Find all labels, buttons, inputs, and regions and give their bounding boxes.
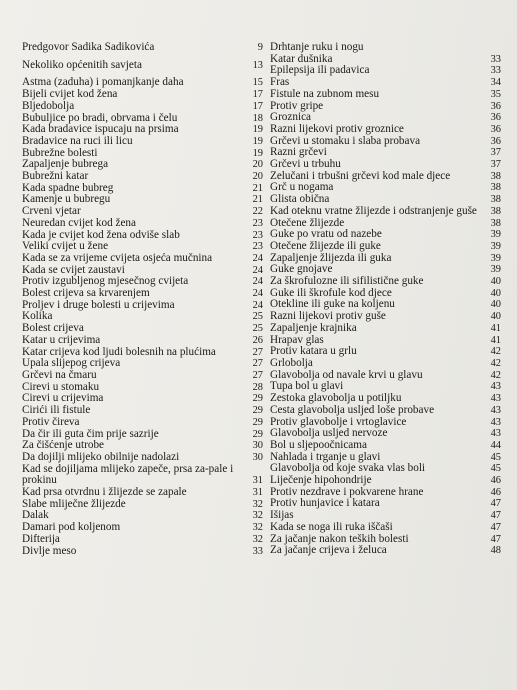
toc-entry-page: 43: [490, 381, 501, 393]
toc-entry-title: Dalak: [22, 510, 49, 522]
toc-entry-page: 24: [252, 264, 263, 276]
toc-entry-title: Razni grčevi: [270, 147, 327, 159]
toc-entry-page: 19: [252, 135, 263, 147]
toc-entry-page: 39: [490, 252, 501, 264]
toc-entry-page: 39: [490, 264, 501, 276]
toc-entry: [22, 101, 263, 113]
toc-entry-title: Predgovor Sadika Sadikovića: [22, 42, 155, 53]
toc-entry-page: 9: [257, 42, 263, 53]
toc-entry-page: 36: [490, 112, 501, 124]
toc-entry-title: Guke gnojave: [270, 264, 333, 276]
toc-entry-page: 24: [252, 299, 263, 311]
toc-entry-page: 31: [252, 487, 263, 499]
toc-entry-title: Liječenje hipohondrije: [270, 475, 372, 487]
toc-entry: [270, 463, 501, 475]
toc-entry: [270, 182, 501, 194]
toc-entry: [270, 545, 501, 557]
toc-entry: [270, 522, 501, 534]
toc-entry: [22, 370, 263, 382]
toc-entry-page: 38: [490, 170, 501, 182]
toc-entry-title: Protiv katara u grlu: [270, 346, 357, 358]
toc-entry: [22, 429, 263, 441]
toc-entry-page: 31: [252, 475, 263, 487]
toc-entry: [270, 171, 501, 183]
toc-entry: [22, 358, 263, 370]
toc-entry-page: 19: [252, 147, 263, 159]
toc-entry: [22, 183, 263, 195]
toc-entry-title: Zapaljenje žlijezda ili guka: [270, 252, 392, 264]
toc-entry-page: 13: [252, 59, 263, 71]
toc-entry-title: Katar crijeva kod ljudi bolesnih na plućima: [22, 346, 216, 358]
toc-entry-title: Nahlada i trganje u glavi: [270, 451, 381, 463]
toc-entry-title: Protiv čireva: [22, 416, 80, 428]
toc-entry-title: Kada se za vrijeme cvijeta osjeća mučnina: [22, 252, 213, 264]
toc-entry-page: 17: [252, 100, 263, 112]
toc-entry: [270, 54, 501, 66]
toc-entry-page: 43: [490, 428, 501, 440]
toc-entry-title: Protiv nezdrave i pokvarene hrane: [270, 486, 424, 498]
toc-entry-page: 42: [490, 357, 501, 369]
toc-entry-title: Protiv izgubljenog mjesečnog cvijeta: [22, 276, 189, 288]
toc-entry-page: 29: [252, 405, 263, 417]
toc-entry-page: 26: [252, 334, 263, 346]
toc-entry-page: 32: [252, 498, 263, 510]
toc-entry-page: 43: [490, 393, 501, 405]
toc-entry-title: Kad se dojiljama mlijeko zapeče, prsa za-pale i prokinu: [22, 463, 234, 487]
toc-entry-page: 32: [252, 533, 263, 545]
toc-entry: [270, 253, 501, 265]
toc-entry-title: Protiv gripe: [270, 100, 324, 112]
toc-entry-page: 18: [252, 112, 263, 124]
toc-entry-title: Upala slijepog crijeva: [22, 358, 121, 370]
toc-entry-title: Bijeli cvijet kod žena: [22, 89, 118, 101]
toc-entry-page: 41: [490, 334, 501, 346]
toc-entry: [22, 393, 263, 405]
toc-entry-page: 43: [490, 404, 501, 416]
toc-entry-title: Čirevi u stomaku: [22, 381, 100, 393]
toc-entry-page: 23: [252, 229, 263, 241]
toc-entry-page: 17: [252, 89, 263, 101]
toc-entry: [22, 159, 263, 171]
toc-entry-page: 27: [252, 358, 263, 370]
toc-entry-title: Kamenje u bubregu: [22, 194, 111, 206]
toc-entry-page: 37: [490, 159, 501, 171]
toc-entry: [270, 241, 501, 253]
toc-entry-title: Veliki cvijet u žene: [22, 241, 109, 253]
toc-entry-page: 47: [490, 533, 501, 545]
toc-entry-title: Zapaljenje bubrega: [22, 159, 109, 171]
toc-entry-title: Da dojilji mlijeko obilnije nadolazi: [22, 451, 180, 463]
toc-entry-page: 33: [490, 65, 501, 77]
toc-entry-title: Bolest crijeva sa krvarenjem: [22, 288, 150, 300]
toc-entry-title: Difterija: [22, 533, 60, 545]
toc-entry: [22, 218, 263, 230]
toc-entry-title: Protiv glavobolje i vrtoglavice: [270, 416, 407, 428]
toc-entry-page: 39: [490, 240, 501, 252]
toc-entry: [22, 265, 263, 277]
toc-entry-title: Kada se cvijet zaustavi: [22, 264, 125, 276]
toc-entry: [22, 510, 263, 522]
toc-entry-title: Bubrežne bolesti: [22, 147, 98, 159]
toc-entry-page: 20: [252, 171, 263, 183]
toc-entry: [270, 77, 501, 89]
toc-entry: [22, 300, 263, 312]
toc-entry: [270, 510, 501, 522]
toc-entry-page: 29: [252, 393, 263, 405]
toc-entry-title: Protiv hunjavice i katara: [270, 498, 380, 510]
toc-entry-page: 38: [490, 194, 501, 206]
toc-entry: [270, 276, 501, 288]
toc-entry-title: Fistule na zubnom mesu: [270, 88, 380, 100]
toc-entry: [270, 65, 501, 77]
toc-entry-page: 23: [252, 241, 263, 253]
toc-entry-title: Crveni vjetar: [22, 206, 81, 218]
toc-entry: [22, 230, 263, 242]
toc-entry: [22, 124, 263, 136]
toc-entry-page: 20: [252, 159, 263, 171]
toc-entry: [270, 381, 501, 393]
toc-right-column: [270, 42, 501, 557]
toc-entry: [270, 147, 501, 159]
toc-entry-title: Razni lijekovi protiv groznice: [270, 123, 404, 135]
toc-entry-page: 38: [490, 205, 501, 217]
toc-entry-title: Guke ili škrofule kod djece: [270, 287, 392, 299]
toc-entry-title: Hrapav glas: [270, 334, 324, 346]
toc-entry-title: Otekline ili guke na koljenu: [270, 299, 395, 311]
toc-entry-page: 29: [252, 428, 263, 440]
toc-entry: [270, 452, 501, 464]
toc-entry-title: Astma (zaduha) i pomanjkanje daha: [22, 77, 184, 89]
toc-entry-title: Kada spadne bubreg: [22, 182, 114, 194]
toc-entry-title: Želučani i trbušni grčevi kod male djece: [270, 170, 451, 182]
toc-entry-page: 40: [490, 299, 501, 311]
toc-entry-title: Bradavice na ruci ili licu: [22, 135, 133, 147]
toc-entry-title: Grlobolja: [270, 357, 313, 369]
toc-entry-title: Žestoka glavobolja u potiljku: [270, 393, 402, 405]
toc-entry-page: 23: [252, 217, 263, 229]
toc-entry-title: Bljedobolja: [22, 100, 75, 112]
toc-entry-page: 45: [490, 451, 501, 463]
toc-entry-page: 36: [490, 123, 501, 135]
toc-entry: [270, 534, 501, 546]
toc-entry-page: 30: [252, 440, 263, 452]
toc-entry-page: 40: [490, 276, 501, 288]
toc-entry-title: Guke po vratu od nazebe: [270, 229, 382, 241]
toc-entry-page: 48: [490, 545, 501, 557]
toc-entry: [270, 475, 501, 487]
toc-entry-title: Razni lijekovi protiv guše: [270, 311, 386, 323]
toc-entry-page: 32: [252, 522, 263, 534]
toc-entry-title: Divlje meso: [22, 545, 77, 557]
toc-entry-page: 47: [490, 510, 501, 522]
toc-entry-title: Nekoliko općenitih savjeta: [22, 59, 142, 71]
toc-entry: [270, 487, 501, 499]
toc-entry-page: 41: [490, 322, 501, 334]
toc-entry-title: Za jačanje nakon teških bolesti: [270, 533, 409, 545]
toc-left-column: [22, 42, 263, 557]
toc-entry-title: Išijas: [270, 510, 294, 522]
toc-entry-page: 35: [490, 88, 501, 100]
toc-entry-title: Čirići ili fistule: [22, 405, 91, 417]
toc-entry: [22, 276, 263, 288]
toc-entry: [270, 393, 501, 405]
toc-entry: [270, 346, 501, 358]
toc-entry: [22, 335, 263, 347]
toc-entry: [270, 498, 501, 510]
toc-entry-page: 46: [490, 486, 501, 498]
toc-entry: [270, 299, 501, 311]
toc-entry-page: 40: [490, 287, 501, 299]
toc-entry-title: Damari pod koljenom: [22, 522, 121, 534]
toc-entry-title: Katar u crijevima: [22, 334, 101, 346]
toc-entry-page: 38: [490, 182, 501, 194]
toc-entry-page: 15: [252, 77, 263, 89]
toc-entry-page: 27: [252, 369, 263, 381]
toc-entry-page: 45: [490, 463, 501, 475]
toc-entry-page: 32: [252, 510, 263, 522]
toc-entry: [22, 534, 263, 546]
toc-entry-title: Bol u sljepoočnicama: [270, 439, 367, 451]
toc-entry: [22, 113, 263, 125]
toc-entry-title: Grčevi u stomaku i slaba probava: [270, 135, 421, 147]
toc-entry-title: Za jačanje crijeva i želuca: [270, 545, 387, 557]
toc-entry: [22, 487, 263, 499]
toc-entry: [22, 136, 263, 148]
toc-entry: [22, 440, 263, 452]
toc-entry: [270, 159, 501, 171]
toc-entry-title: Kada bradavice ispucaju na prsima: [22, 124, 179, 136]
toc-entry-page: 44: [490, 439, 501, 451]
toc-entry: [270, 194, 501, 206]
toc-entry: [270, 136, 501, 148]
toc-entry: [22, 347, 263, 359]
toc-entry-page: 28: [252, 381, 263, 393]
toc-entry: [270, 206, 501, 218]
toc-entry: [22, 382, 263, 394]
toc-entry-title: Čirevi u crijevima: [22, 393, 104, 405]
toc-entry: [270, 89, 501, 101]
toc-entry-page: 42: [490, 346, 501, 358]
toc-entry: [270, 405, 501, 417]
toc-entry-page: 38: [490, 217, 501, 229]
toc-entry: [270, 218, 501, 230]
toc-entry-page: 25: [252, 323, 263, 335]
toc-entry: [270, 428, 501, 440]
toc-entry: [22, 323, 263, 335]
toc-entry-page: 24: [252, 288, 263, 300]
toc-entry: [22, 194, 263, 206]
toc-entry-page: 33: [252, 545, 263, 557]
toc-entry: [22, 171, 263, 183]
toc-entry-page: 24: [252, 252, 263, 264]
toc-entry-title: Glavobolja od koje svaka vlas boli: [270, 463, 426, 475]
toc-entry-title: Katar dušnika: [270, 53, 333, 65]
toc-entry-title: Grčevi u trbuhu: [270, 159, 341, 171]
toc-entry: [270, 311, 501, 323]
toc-entry: [270, 264, 501, 276]
toc-entry-title: Groznica: [270, 112, 311, 124]
toc-entry-title: Kada je cvijet kod žena odviše slab: [22, 229, 180, 241]
toc-entry-page: 42: [490, 369, 501, 381]
toc-entry-page: 43: [490, 416, 501, 428]
toc-entry-title: Za čišćenje utrobe: [22, 440, 104, 452]
toc-entry: [22, 452, 263, 464]
toc-entry-title: Da čir ili guta čim prije sazrije: [22, 428, 159, 440]
toc-entry: [22, 464, 263, 487]
toc-entry: [270, 124, 501, 136]
toc-entry-page: 34: [490, 77, 501, 89]
toc-entry: [22, 60, 263, 72]
toc-entry-page: 47: [490, 521, 501, 533]
toc-entry-page: 25: [252, 311, 263, 323]
toc-entry-page: 36: [490, 100, 501, 112]
toc-entry-title: Slabe mliječne žlijezde: [22, 498, 126, 510]
toc-entry-title: Grč u nogama: [270, 182, 334, 194]
toc-entry-title: Česta glavobolja usljed loše probave: [270, 404, 435, 416]
toc-entry-page: 30: [252, 451, 263, 463]
toc-entry-title: Bubrežni katar: [22, 171, 89, 183]
toc-entry-title: Kada se noga ili ruka iščaši: [270, 521, 393, 533]
toc-entry: [270, 42, 501, 54]
toc-entry-title: Bolest crijeva: [22, 323, 84, 335]
toc-entry: [22, 148, 263, 160]
toc-entry: [22, 42, 263, 54]
toc-entry: [22, 253, 263, 265]
toc-entry-title: Grčevi na čmaru: [22, 369, 97, 381]
toc-entry: [270, 288, 501, 300]
toc-entry: [270, 440, 501, 452]
toc-entry-title: Epilepsija ili padavica: [270, 65, 370, 77]
toc-entry-title: Za škrofulozne ili sifilistične guke: [270, 276, 424, 288]
toc-entry: [22, 288, 263, 300]
toc-entry-title: Zapaljenje krajnika: [270, 322, 357, 334]
toc-entry: [22, 89, 263, 101]
toc-entry-page: 19: [252, 124, 263, 136]
toc-entry-title: Kolika: [22, 311, 53, 323]
toc-entry-page: 22: [252, 206, 263, 218]
toc-entry-title: Kad oteknu vratne žlijezde i odstranjenje guše: [270, 205, 477, 217]
toc-entry: [270, 417, 501, 429]
toc-entry-title: Otečene žlijezde: [270, 217, 345, 229]
toc-entry-title: Tupa bol u glavi: [270, 381, 344, 393]
toc-entry: [270, 358, 501, 370]
toc-entry-title: Drhtanje ruku i nogu: [270, 42, 364, 53]
toc-entry: [270, 370, 501, 382]
toc-entry: [22, 206, 263, 218]
toc-entry: [270, 229, 501, 241]
toc-entry-page: 46: [490, 475, 501, 487]
toc-entry: [22, 405, 263, 417]
toc-entry-page: 24: [252, 276, 263, 288]
toc-entry-page: 29: [252, 416, 263, 428]
toc-entry: [270, 112, 501, 124]
toc-entry: [22, 499, 263, 511]
toc-entry: [270, 335, 501, 347]
toc-entry: [270, 101, 501, 113]
toc-entry-title: Otečene žlijezde ili guke: [270, 240, 381, 252]
toc-entry-title: Glavobolja usljed nervoze: [270, 428, 388, 440]
toc-entry-title: Glista obična: [270, 194, 330, 206]
toc-entry: [22, 417, 263, 429]
toc-entry-page: 40: [490, 311, 501, 323]
toc-entry-page: 39: [490, 229, 501, 241]
toc-entry-page: 27: [252, 346, 263, 358]
toc-entry-title: Bubuljice po bradi, obrvama i čelu: [22, 112, 178, 124]
toc-entry-title: Fras: [270, 77, 290, 89]
toc-entry-page: 21: [252, 182, 263, 194]
toc-entry-title: Neuredan cvijet kod žena: [22, 217, 136, 229]
toc-entry-page: 47: [490, 498, 501, 510]
toc-entry-title: Kad prsa otvrdnu i žlijezde se zapale: [22, 487, 187, 499]
toc-entry-page: 37: [490, 147, 501, 159]
toc-entry-title: Proljev i druge bolesti u crijevima: [22, 299, 175, 311]
toc-entry-page: 33: [490, 53, 501, 65]
toc-entry-page: 21: [252, 194, 263, 206]
toc-entry-title: Glavobolja od navale krvi u glavu: [270, 369, 423, 381]
toc-entry: [22, 241, 263, 253]
toc-entry: [270, 323, 501, 335]
toc-entry: [22, 546, 263, 558]
toc-entry-page: 36: [490, 135, 501, 147]
toc-entry: [22, 77, 263, 89]
toc-entry: [22, 522, 263, 534]
toc-entry: [22, 311, 263, 323]
